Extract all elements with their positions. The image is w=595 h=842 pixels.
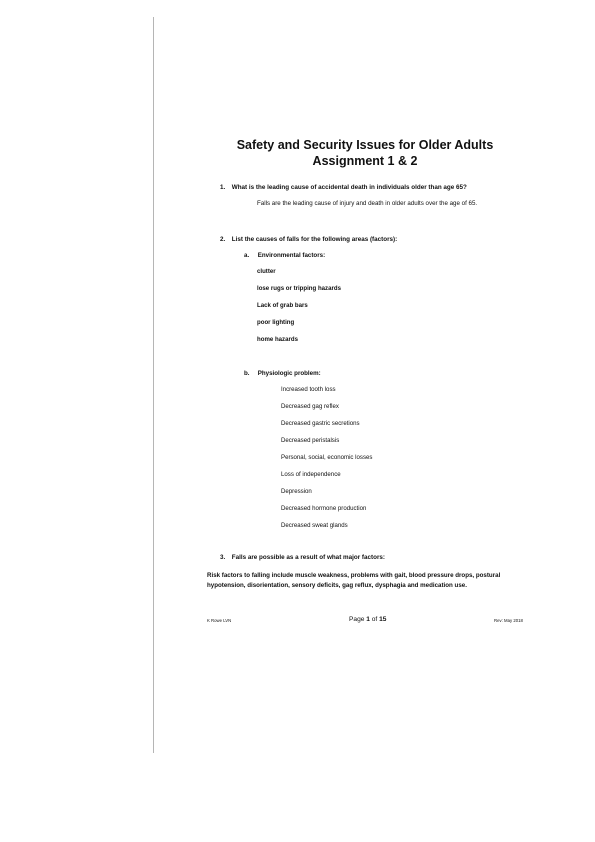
physiologic-item: Increased tooth loss [281,386,336,393]
physiologic-item: Decreased peristalsis [281,437,340,444]
environmental-item: clutter [257,268,276,275]
subsection-b-label: Physiologic problem: [257,370,321,377]
document-subtitle: Assignment 1 & 2 [312,154,418,168]
question-3 [220,554,385,561]
physiologic-item: Decreased gag reflex [281,403,339,410]
question-1-answer: Falls are the leading cause of injury and death in older adults over the age of 65. [257,200,478,207]
question-2 [220,236,397,243]
footer-author: K Rowe LVN [207,618,232,623]
physiologic-item: Decreased hormone production [281,505,367,512]
question-1-text: What is the leading cause of accidental death in individuals older than age 65? [231,184,467,191]
environmental-item: lose rugs or tripping hazards [257,285,341,292]
question-3-text: Falls are possible as a result of what major factors: [231,554,386,561]
subsection-a-letter: a. [244,252,250,259]
environmental-item: poor lighting [257,319,295,326]
question-2-number: 2. [220,236,226,243]
physiologic-item: Decreased gastric secretions [281,420,360,427]
document-title: Safety and Security Issues for Older Adults [236,138,494,152]
physiologic-item: Depression [281,488,312,495]
subsection-b-letter: b. [244,370,250,377]
risk-factors-paragraph: Risk factors to falling include muscle weakness, problems with gait, blood pressure drops, postural hypotension, disorientation, sensory deficits, gag reflux, dysphagia and medication use. [207,572,501,589]
footer-page-prefix: Page [349,616,367,623]
footer-page-of: of [369,616,380,623]
physiologic-item: Loss of independence [281,471,341,478]
question-3-number: 3. [220,554,226,561]
environmental-item: Lack of grab bars [257,302,308,309]
question-1 [220,184,467,191]
environmental-item: home hazards [257,336,298,343]
subsection-a [244,252,325,259]
footer-page-number [349,616,386,623]
footer-page-current: 1 [366,616,370,623]
subsection-b [244,370,321,377]
question-1-number: 1. [220,184,226,191]
subsection-a-label: Environmental factors: [257,252,326,259]
question-2-text: List the causes of falls for the following areas (factors): [231,236,398,243]
physiologic-item: Personal, social, economic losses [281,454,373,461]
footer-page-total: 15 [379,616,387,623]
footer-revision: Rev: May 2018 [494,618,523,623]
physiologic-item: Decreased sweat glands [281,522,348,529]
